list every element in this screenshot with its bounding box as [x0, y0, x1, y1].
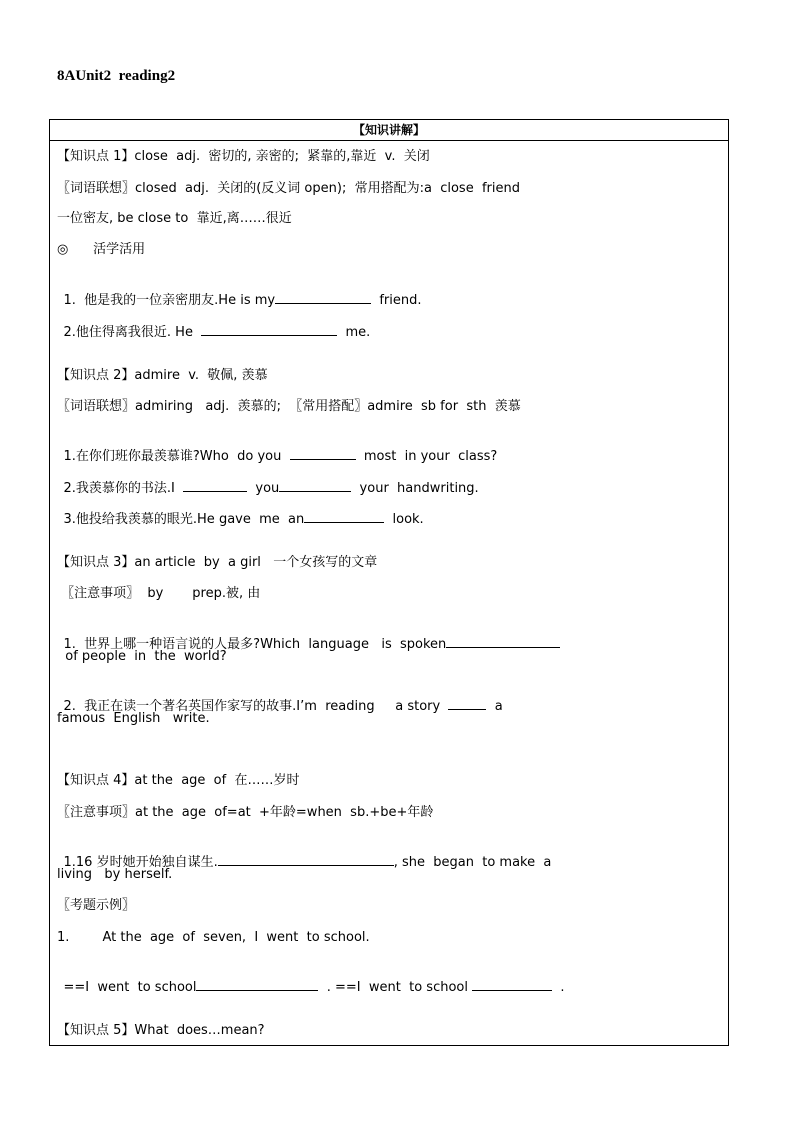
- exercise-text: look.: [384, 512, 424, 527]
- exercise-text: 2.我羡慕你的书法.I: [63, 481, 184, 496]
- exercise-1-2: [57, 305, 370, 342]
- exercise-2-3: [57, 492, 424, 529]
- exercise-text: 2. 我正在读一个著名英国作家写的故事.I’m reading a story: [63, 699, 449, 714]
- answer-blank[interactable]: [448, 697, 486, 710]
- answer-blank[interactable]: [304, 510, 384, 523]
- point5-heading: 【知识点 5】What does…mean?: [57, 1023, 265, 1038]
- point3-note: 〖注意事项〗 by prep.被, 由: [57, 586, 261, 601]
- exercise-text: 1. 他是我的一位亲密朋友.He is my: [63, 293, 276, 308]
- exam-example-1: 1. At the age of seven, I went to school.: [57, 930, 370, 945]
- exercise-text: 3.他投给我羡慕的眼光.He gave me an: [63, 512, 305, 527]
- exercise-text: me.: [337, 325, 371, 340]
- answer-blank[interactable]: [446, 635, 560, 648]
- point2-heading: 【知识点 2】admire v. 敬佩, 羡慕: [57, 368, 268, 383]
- exercise-text: your handwriting.: [351, 481, 479, 496]
- point4-heading: 【知识点 4】at the age of 在……岁时: [57, 773, 300, 788]
- document-title: 8AUnit2 reading2: [57, 68, 176, 84]
- exercise-text: most in your class?: [355, 449, 498, 464]
- exercise-text: a: [486, 699, 503, 714]
- knowledge-table: [49, 119, 729, 1046]
- exercise-text: 2.他住得离我很近. He: [63, 325, 202, 340]
- exercise-text: 1.16 岁时她开始独自谋生.: [63, 855, 218, 870]
- exam-example-1-answer: [57, 960, 565, 997]
- answer-blank[interactable]: [183, 479, 247, 492]
- point1-heading: 【知识点 1】close adj. 密切的, 亲密的; 紧靠的,靠近 v. 关闭: [57, 149, 430, 164]
- point4-note: 〖注意事项〗at the age of=at +年龄=when sb.+be+年龄: [57, 805, 434, 820]
- answer-blank[interactable]: [218, 853, 394, 866]
- exercise-text: 1. 世界上哪一种语言说的人最多?Which language is spoken: [63, 637, 447, 652]
- exercise-3-1-cont: of people in the world?: [57, 649, 227, 664]
- answer-blank[interactable]: [472, 978, 552, 991]
- table-header: 【知识讲解】: [50, 120, 728, 141]
- point3-heading: 【知识点 3】an article by a girl 一个女孩写的文章: [57, 555, 378, 570]
- point2-association: 〖词语联想〗admiring adj. 羡慕的; 〖常用搭配〗admire sb for sth 羡慕: [57, 399, 521, 414]
- answer-blank[interactable]: [290, 447, 356, 460]
- exercise-text: .: [552, 980, 565, 995]
- point1-association: 〖词语联想〗closed adj. 关闭的(反义词 open); 常用搭配为:a close friend: [57, 181, 520, 196]
- point1-association-cont: 一位密友, be close to 靠近,离……很近: [57, 211, 292, 226]
- exercise-text: you: [247, 481, 280, 496]
- practice-heading: ◎ 活学活用: [57, 242, 146, 257]
- exercise-text: friend.: [371, 293, 422, 308]
- answer-blank[interactable]: [275, 291, 371, 304]
- answer-blank[interactable]: [201, 323, 337, 336]
- exercise-text: 1.在你们班你最羡慕谁?Who do you: [63, 449, 290, 464]
- exercise-text: ==I went to school: [63, 980, 197, 995]
- exercise-4-1-cont: living by herself.: [57, 867, 173, 882]
- exam-example-heading: 〖考题示例〗: [57, 898, 136, 913]
- exercise-text: . ==I went to school: [318, 980, 473, 995]
- exercise-text: , she began to make a: [393, 855, 552, 870]
- exercise-3-2-cont: famous English write.: [57, 711, 210, 726]
- answer-blank[interactable]: [279, 479, 351, 492]
- answer-blank[interactable]: [196, 978, 318, 991]
